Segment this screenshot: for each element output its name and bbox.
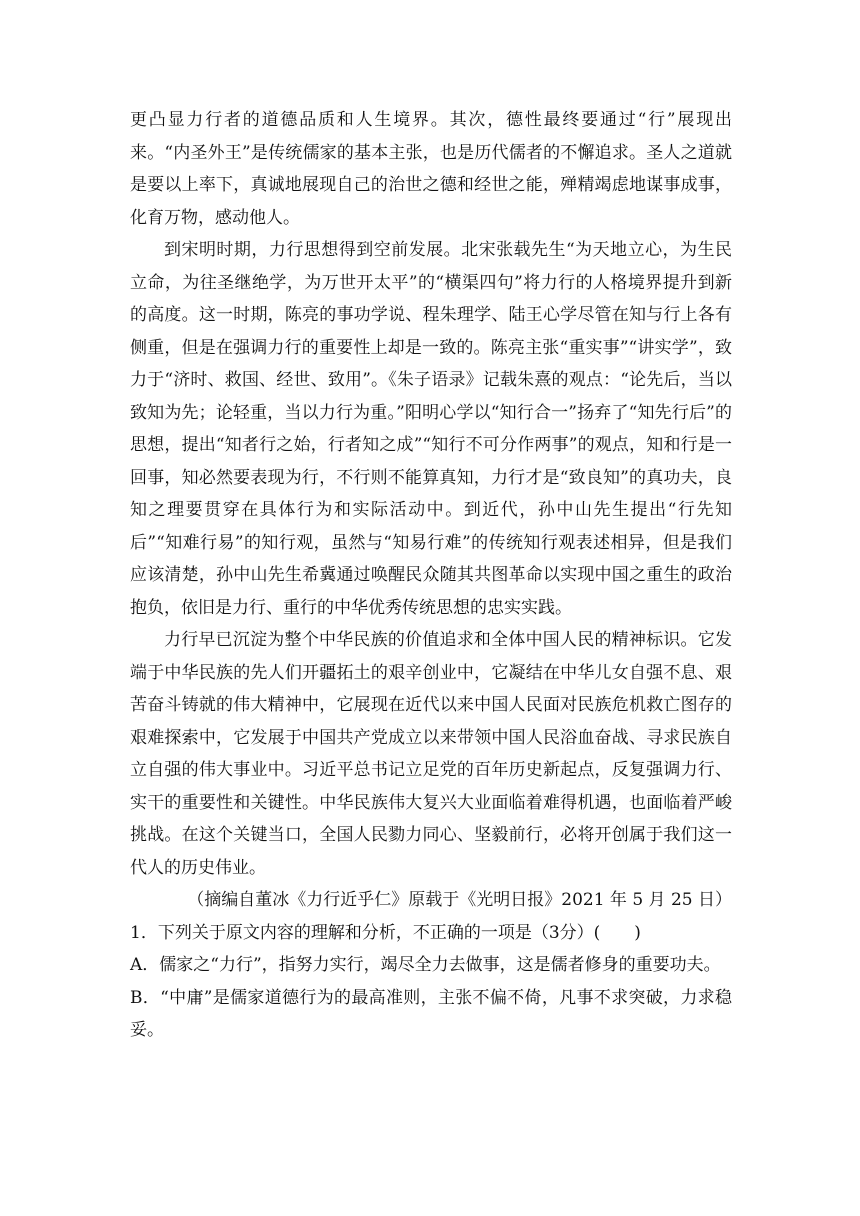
- document-body: [130, 104, 732, 1047]
- paragraph-3: 力行早已沉淀为整个中华民族的价值追求和全体中国人民的精神标识。它发端于中华民族的先人们开疆拓土的艰辛创业中，它凝结在中华儿女自强不息、艰苦奋斗铸就的伟大精神中，它展现在近代以来中国人民面对民族危机救亡图存的艰难探索中，它发展于中国共产党成立以来带领中国人民浴血奋战、寻求民族自立自强的伟大事业中。习近平总书记立足党的百年历史新起点，反复强调力行、实干的重要性和关键性。中华民族伟大复兴大业面临着难得机遇，也面临着严峻挑战。在这个关键当口，全国人民勠力同心、坚毅前行，必将开创属于我们这一代人的历史伟业。: [130, 630, 732, 878]
- question-stem: 1．下列关于原文内容的理解和分析，不正确的一项是（3分）( ): [130, 922, 641, 943]
- paragraph-1: 更凸显力行者的道德品质和人生境界。其次，德性最终要通过“行”展现出来。“内圣外王”是传统儒家的基本主张，也是历代儒者的不懈追求。圣人之道就是要以上率下，真诚地展现自己的治世之德和经世之能，殚精竭虑地谋事成事，化育万物，感动他人。: [130, 110, 732, 228]
- paragraph-2: 到宋明时期，力行思想得到空前发展。北宋张载先生“为天地立心，为生民立命，为往圣继绝学，为万世开太平”的“横渠四句”将力行的人格境界提升到新的高度。这一时期，陈亮的事功学说、程朱理学、陆王心学尽管在知与行上各有侧重，但是在强调力行的重要性上却是一致的。陈亮主张“重实事”“讲实学”，致力于“济时、救国、经世、致用”。《朱子语录》记载朱熹的观点：“论先后，当以致知为先；论轻重，当以力行为重。”阳明心学以“知行合一”扬弃了“知先行后”的思想，提出“知者行之始，行者知之成”“知行不可分作两事”的观点，知和行是一回事，知必然要表现为行，不行则不能算真知，力行才是“致良知”的真功夫，良知之理要贯穿在具体行为和实际活动中。到近代，孙中山先生提出“行先知后”“知难行易”的知行观，虽然与“知易行难”的传统知行观表述相异，但是我们应该清楚，孙中山先生希冀通过唤醒民众随其共图革命以实现中国之重生的政治抱负，依旧是力行、重行的中华优秀传统思想的忠实实践。: [130, 240, 732, 618]
- option-a: A．儒家之“力行”，指努力实行，竭尽全力去做事，这是儒者修身的重要功夫。: [130, 955, 721, 975]
- source-citation: （摘编自董冰《力行近乎仁》原载于《光明日报》2021 年 5 月 25 日）: [187, 890, 732, 910]
- option-b: B．“中庸”是儒家道德行为的最高准则，主张不偏不倚，凡事不求突破，力求稳妥。: [130, 987, 732, 1040]
